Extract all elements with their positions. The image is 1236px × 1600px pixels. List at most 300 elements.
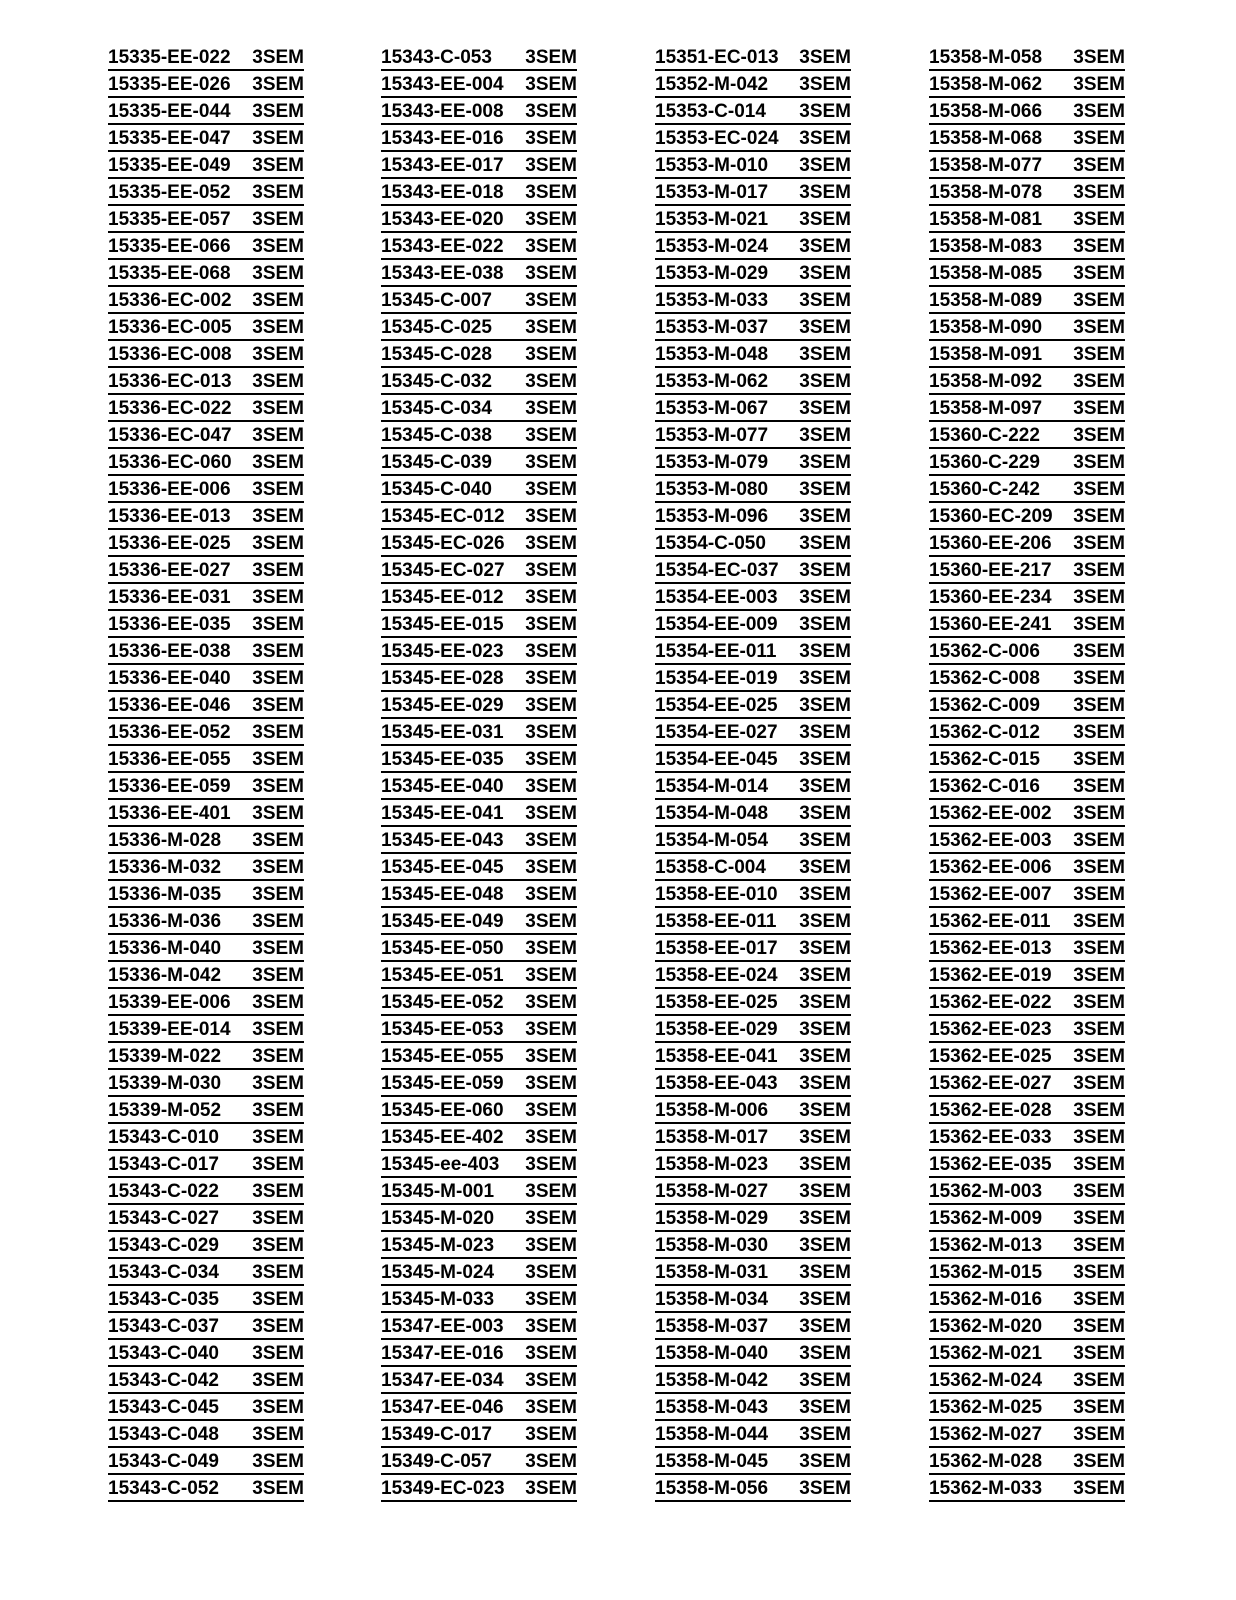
list-item xyxy=(108,801,304,828)
semester-label: 3SEM xyxy=(252,74,304,95)
list-item xyxy=(381,1152,577,1179)
list-item xyxy=(929,990,1125,1017)
semester-label: 3SEM xyxy=(252,479,304,500)
semester-label: 3SEM xyxy=(525,911,577,932)
list-item xyxy=(381,1260,577,1287)
list-item xyxy=(655,909,851,936)
roll-number: 15345-EE-055 xyxy=(381,1046,504,1067)
list-item xyxy=(929,1476,1125,1503)
semester-label: 3SEM xyxy=(525,722,577,743)
list-item xyxy=(929,288,1125,315)
list-item xyxy=(108,1449,304,1476)
roll-number: 15336-EE-059 xyxy=(108,776,231,797)
underline-divider xyxy=(381,177,577,179)
underline-divider xyxy=(929,447,1125,449)
semester-label: 3SEM xyxy=(252,317,304,338)
underline-divider xyxy=(108,177,304,179)
list-item xyxy=(929,234,1125,261)
list-item xyxy=(108,1017,304,1044)
list-item xyxy=(655,99,851,126)
list-item xyxy=(381,504,577,531)
roll-number: 15358-M-045 xyxy=(655,1451,769,1472)
underline-divider xyxy=(655,771,851,773)
underline-divider xyxy=(655,1311,851,1313)
roll-number: 15335-EE-026 xyxy=(108,74,231,95)
roll-number: 15353-M-048 xyxy=(655,344,769,365)
roll-number: 15345-EE-045 xyxy=(381,857,504,878)
underline-divider xyxy=(929,636,1125,638)
semester-label: 3SEM xyxy=(799,128,851,149)
roll-number: 15335-EE-068 xyxy=(108,263,231,284)
semester-label: 3SEM xyxy=(252,1451,304,1472)
roll-number: 15343-EE-017 xyxy=(381,155,504,176)
underline-divider xyxy=(655,636,851,638)
roll-number: 15358-EE-017 xyxy=(655,938,778,959)
underline-divider xyxy=(108,906,304,908)
list-item xyxy=(929,1395,1125,1422)
roll-number: 15353-M-067 xyxy=(655,398,769,419)
semester-label: 3SEM xyxy=(252,263,304,284)
list-item xyxy=(929,828,1125,855)
underline-divider xyxy=(655,204,851,206)
list-item xyxy=(108,72,304,99)
underline-divider xyxy=(929,609,1125,611)
roll-number: 15335-EE-047 xyxy=(108,128,231,149)
roll-number: 15360-C-229 xyxy=(929,452,1040,473)
roll-number: 15354-EE-045 xyxy=(655,749,778,770)
list-item xyxy=(655,1125,851,1152)
underline-divider xyxy=(108,150,304,152)
underline-divider xyxy=(381,501,577,503)
semester-label: 3SEM xyxy=(799,101,851,122)
list-item xyxy=(929,72,1125,99)
list-item xyxy=(108,1152,304,1179)
semester-label: 3SEM xyxy=(1073,425,1125,446)
semester-label: 3SEM xyxy=(252,533,304,554)
underline-divider xyxy=(929,96,1125,98)
semester-label: 3SEM xyxy=(799,1208,851,1229)
underline-divider xyxy=(108,1473,304,1475)
semester-label: 3SEM xyxy=(525,1289,577,1310)
roll-number: 15336-EE-401 xyxy=(108,803,231,824)
semester-label: 3SEM xyxy=(799,182,851,203)
underline-divider xyxy=(655,366,851,368)
roll-number: 15354-EE-019 xyxy=(655,668,778,689)
roll-number: 15358-EE-029 xyxy=(655,1019,778,1040)
underline-divider xyxy=(655,1068,851,1070)
underline-divider xyxy=(929,1176,1125,1178)
underline-divider xyxy=(381,852,577,854)
roll-number: 15336-EE-038 xyxy=(108,641,231,662)
underline-divider xyxy=(108,1230,304,1232)
underline-divider xyxy=(655,717,851,719)
semester-label: 3SEM xyxy=(525,182,577,203)
roll-number: 15336-EE-013 xyxy=(108,506,231,527)
semester-label: 3SEM xyxy=(799,830,851,851)
roll-number: 15358-M-017 xyxy=(655,1127,769,1148)
underline-divider xyxy=(381,204,577,206)
roll-number: 15336-EE-006 xyxy=(108,479,231,500)
underline-divider xyxy=(929,1014,1125,1016)
semester-label: 3SEM xyxy=(525,1019,577,1040)
list-item xyxy=(655,1260,851,1287)
underline-divider xyxy=(655,258,851,260)
underline-divider xyxy=(108,1041,304,1043)
list-item xyxy=(381,693,577,720)
roll-number: 15345-EE-053 xyxy=(381,1019,504,1040)
list-item xyxy=(929,477,1125,504)
semester-label: 3SEM xyxy=(799,1478,851,1499)
list-item xyxy=(929,450,1125,477)
list-item xyxy=(381,1206,577,1233)
underline-divider xyxy=(381,150,577,152)
list-item xyxy=(381,855,577,882)
list-item xyxy=(929,585,1125,612)
semester-label: 3SEM xyxy=(525,1424,577,1445)
semester-label: 3SEM xyxy=(252,506,304,527)
list-item xyxy=(381,747,577,774)
roll-number: 15362-EE-033 xyxy=(929,1127,1052,1148)
roll-number: 15358-M-091 xyxy=(929,344,1043,365)
underline-divider xyxy=(655,1257,851,1259)
semester-label: 3SEM xyxy=(1073,911,1125,932)
roll-number: 15358-M-034 xyxy=(655,1289,769,1310)
underline-divider xyxy=(655,177,851,179)
underline-divider xyxy=(929,1122,1125,1124)
semester-label: 3SEM xyxy=(799,47,851,68)
list-item xyxy=(381,315,577,342)
semester-label: 3SEM xyxy=(1073,1262,1125,1283)
semester-label: 3SEM xyxy=(525,803,577,824)
roll-number: 15336-M-040 xyxy=(108,938,222,959)
semester-label: 3SEM xyxy=(252,965,304,986)
semester-label: 3SEM xyxy=(1073,1073,1125,1094)
roll-number: 15358-M-037 xyxy=(655,1316,769,1337)
semester-label: 3SEM xyxy=(252,1100,304,1121)
underline-divider xyxy=(929,177,1125,179)
underline-divider xyxy=(929,1365,1125,1367)
underline-divider xyxy=(381,1473,577,1475)
semester-label: 3SEM xyxy=(799,1073,851,1094)
semester-label: 3SEM xyxy=(1073,776,1125,797)
semester-label: 3SEM xyxy=(252,992,304,1013)
roll-number: 15353-C-014 xyxy=(655,101,766,122)
underline-divider xyxy=(929,1041,1125,1043)
roll-number: 15358-M-058 xyxy=(929,47,1043,68)
roll-number: 15336-EE-035 xyxy=(108,614,231,635)
semester-label: 3SEM xyxy=(799,695,851,716)
list-item xyxy=(108,855,304,882)
semester-label: 3SEM xyxy=(252,1424,304,1445)
roll-number: 15336-M-035 xyxy=(108,884,222,905)
roll-number: 15358-M-043 xyxy=(655,1397,769,1418)
semester-label: 3SEM xyxy=(799,1451,851,1472)
roll-number: 15336-M-032 xyxy=(108,857,222,878)
list-item xyxy=(381,1017,577,1044)
list-item xyxy=(108,1422,304,1449)
roll-number: 15362-M-024 xyxy=(929,1370,1043,1391)
list-item xyxy=(655,1071,851,1098)
semester-label: 3SEM xyxy=(799,290,851,311)
roll-number: 15345-C-025 xyxy=(381,317,492,338)
list-item xyxy=(381,963,577,990)
semester-label: 3SEM xyxy=(525,857,577,878)
semester-label: 3SEM xyxy=(525,992,577,1013)
semester-label: 3SEM xyxy=(525,479,577,500)
underline-divider xyxy=(381,231,577,233)
list-item xyxy=(108,1206,304,1233)
underline-divider xyxy=(381,798,577,800)
underline-divider xyxy=(929,555,1125,557)
roll-number: 15353-M-080 xyxy=(655,479,769,500)
underline-divider xyxy=(108,960,304,962)
semester-label: 3SEM xyxy=(799,1019,851,1040)
list-item xyxy=(929,153,1125,180)
semester-label: 3SEM xyxy=(799,614,851,635)
underline-divider xyxy=(655,609,851,611)
roll-number: 15362-EE-028 xyxy=(929,1100,1052,1121)
underline-divider xyxy=(655,1392,851,1394)
underline-divider xyxy=(108,555,304,557)
roll-number: 15339-EE-014 xyxy=(108,1019,231,1040)
roll-number: 15336-EE-055 xyxy=(108,749,231,770)
underline-divider xyxy=(381,123,577,125)
underline-divider xyxy=(108,231,304,233)
semester-label: 3SEM xyxy=(799,992,851,1013)
list-item xyxy=(655,1449,851,1476)
semester-label: 3SEM xyxy=(525,47,577,68)
list-item xyxy=(108,369,304,396)
list-item xyxy=(929,1071,1125,1098)
roll-number: 15360-EE-241 xyxy=(929,614,1052,635)
list-item xyxy=(381,1071,577,1098)
underline-divider xyxy=(929,420,1125,422)
semester-label: 3SEM xyxy=(1073,668,1125,689)
underline-divider xyxy=(655,1365,851,1367)
list-item xyxy=(381,774,577,801)
underline-divider xyxy=(929,339,1125,341)
underline-divider xyxy=(381,1095,577,1097)
underline-divider xyxy=(929,987,1125,989)
roll-number: 15362-EE-002 xyxy=(929,803,1052,824)
list-item xyxy=(655,1017,851,1044)
semester-label: 3SEM xyxy=(525,1073,577,1094)
roll-number: 15362-M-003 xyxy=(929,1181,1043,1202)
roll-number: 15345-EE-035 xyxy=(381,749,504,770)
roll-number: 15345-EE-023 xyxy=(381,641,504,662)
roll-number: 15347-EE-034 xyxy=(381,1370,504,1391)
underline-divider xyxy=(108,663,304,665)
roll-number: 15353-M-062 xyxy=(655,371,769,392)
roll-number: 15360-EC-209 xyxy=(929,506,1053,527)
semester-label: 3SEM xyxy=(252,101,304,122)
list-item xyxy=(655,450,851,477)
list-item xyxy=(381,801,577,828)
list-item xyxy=(108,1368,304,1395)
roll-number: 15345-ee-403 xyxy=(381,1154,500,1175)
list-item xyxy=(381,369,577,396)
list-item xyxy=(381,558,577,585)
semester-label: 3SEM xyxy=(525,1181,577,1202)
underline-divider xyxy=(929,1473,1125,1475)
list-item xyxy=(929,612,1125,639)
list-item xyxy=(381,126,577,153)
list-item xyxy=(929,1044,1125,1071)
underline-divider xyxy=(381,528,577,530)
list-item xyxy=(655,342,851,369)
list-item xyxy=(929,1125,1125,1152)
semester-label: 3SEM xyxy=(252,1046,304,1067)
underline-divider xyxy=(108,1149,304,1151)
list-item xyxy=(108,126,304,153)
semester-label: 3SEM xyxy=(1073,452,1125,473)
underline-divider xyxy=(108,1419,304,1421)
list-item xyxy=(929,396,1125,423)
underline-divider xyxy=(381,636,577,638)
underline-divider xyxy=(929,1203,1125,1205)
list-item xyxy=(929,882,1125,909)
semester-label: 3SEM xyxy=(525,668,577,689)
roll-number: 15345-EE-012 xyxy=(381,587,504,608)
list-item xyxy=(655,801,851,828)
roll-number: 15345-M-033 xyxy=(381,1289,495,1310)
list-item xyxy=(381,207,577,234)
list-item xyxy=(929,801,1125,828)
roll-number: 15362-M-025 xyxy=(929,1397,1043,1418)
roll-number: 15360-EE-206 xyxy=(929,533,1052,554)
list-item xyxy=(655,1422,851,1449)
underline-divider xyxy=(929,825,1125,827)
underline-divider xyxy=(381,1230,577,1232)
list-item xyxy=(381,828,577,855)
underline-divider xyxy=(108,771,304,773)
list-item xyxy=(655,1044,851,1071)
list-item xyxy=(929,261,1125,288)
underline-divider xyxy=(929,960,1125,962)
semester-label: 3SEM xyxy=(525,506,577,527)
roll-number: 15345-C-028 xyxy=(381,344,492,365)
semester-label: 3SEM xyxy=(252,128,304,149)
semester-label: 3SEM xyxy=(799,1424,851,1445)
list-item xyxy=(108,450,304,477)
semester-label: 3SEM xyxy=(799,1262,851,1283)
list-item xyxy=(381,261,577,288)
underline-divider xyxy=(655,339,851,341)
roll-number: 15335-EE-044 xyxy=(108,101,231,122)
roll-number: 15354-M-048 xyxy=(655,803,769,824)
roll-number: 15347-EE-003 xyxy=(381,1316,504,1337)
underline-divider xyxy=(381,879,577,881)
semester-label: 3SEM xyxy=(252,884,304,905)
semester-label: 3SEM xyxy=(525,425,577,446)
semester-label: 3SEM xyxy=(799,749,851,770)
list-item xyxy=(381,72,577,99)
semester-label: 3SEM xyxy=(252,722,304,743)
roll-number: 15335-EE-049 xyxy=(108,155,231,176)
list-item xyxy=(929,1179,1125,1206)
underline-divider xyxy=(929,1257,1125,1259)
semester-label: 3SEM xyxy=(525,695,577,716)
roll-number: 15358-M-042 xyxy=(655,1370,769,1391)
roll-number: 15343-EE-018 xyxy=(381,182,504,203)
semester-label: 3SEM xyxy=(1073,560,1125,581)
semester-label: 3SEM xyxy=(1073,479,1125,500)
list-item xyxy=(929,855,1125,882)
underline-divider xyxy=(108,96,304,98)
roll-number: 15362-M-027 xyxy=(929,1424,1043,1445)
list-item xyxy=(929,747,1125,774)
roll-number: 15336-EC-002 xyxy=(108,290,232,311)
list-item xyxy=(655,1287,851,1314)
underline-divider xyxy=(108,1338,304,1340)
roll-number: 15336-EE-025 xyxy=(108,533,231,554)
underline-divider xyxy=(929,204,1125,206)
semester-label: 3SEM xyxy=(1073,1127,1125,1148)
semester-label: 3SEM xyxy=(252,641,304,662)
underline-divider xyxy=(108,1257,304,1259)
underline-divider xyxy=(381,744,577,746)
underline-divider xyxy=(929,312,1125,314)
underline-divider xyxy=(655,231,851,233)
roll-number: 15335-EE-066 xyxy=(108,236,231,257)
underline-divider xyxy=(929,1338,1125,1340)
roll-number: 15343-C-022 xyxy=(108,1181,219,1202)
semester-label: 3SEM xyxy=(525,155,577,176)
semester-label: 3SEM xyxy=(252,371,304,392)
roll-number: 15358-M-006 xyxy=(655,1100,769,1121)
semester-label: 3SEM xyxy=(252,803,304,824)
semester-label: 3SEM xyxy=(525,263,577,284)
underline-divider xyxy=(108,852,304,854)
semester-label: 3SEM xyxy=(1073,1208,1125,1229)
roll-number: 15360-C-222 xyxy=(929,425,1040,446)
underline-divider xyxy=(655,1014,851,1016)
roll-number: 15358-M-077 xyxy=(929,155,1043,176)
semester-label: 3SEM xyxy=(799,1100,851,1121)
semester-label: 3SEM xyxy=(1073,641,1125,662)
semester-label: 3SEM xyxy=(525,965,577,986)
roll-number: 15343-C-045 xyxy=(108,1397,219,1418)
semester-label: 3SEM xyxy=(799,398,851,419)
list-item xyxy=(929,342,1125,369)
semester-label: 3SEM xyxy=(252,1073,304,1094)
semester-label: 3SEM xyxy=(252,182,304,203)
underline-divider xyxy=(929,744,1125,746)
roll-number: 15354-EE-011 xyxy=(655,641,777,662)
roll-number: 15345-M-024 xyxy=(381,1262,495,1283)
roll-number: 15336-M-042 xyxy=(108,965,222,986)
underline-divider xyxy=(108,312,304,314)
list-item xyxy=(929,1233,1125,1260)
underline-divider xyxy=(108,744,304,746)
list-item xyxy=(381,531,577,558)
semester-label: 3SEM xyxy=(252,749,304,770)
semester-label: 3SEM xyxy=(1073,614,1125,635)
semester-label: 3SEM xyxy=(525,614,577,635)
roll-number: 15358-M-066 xyxy=(929,101,1043,122)
roll-number: 15362-EE-035 xyxy=(929,1154,1052,1175)
list-item xyxy=(108,1233,304,1260)
underline-divider xyxy=(381,717,577,719)
underline-divider xyxy=(929,150,1125,152)
semester-label: 3SEM xyxy=(252,1262,304,1283)
list-item xyxy=(929,99,1125,126)
roll-number: 15358-M-090 xyxy=(929,317,1043,338)
list-item xyxy=(655,1476,851,1503)
semester-label: 3SEM xyxy=(1073,1154,1125,1175)
underline-divider xyxy=(381,447,577,449)
semester-label: 3SEM xyxy=(1073,155,1125,176)
